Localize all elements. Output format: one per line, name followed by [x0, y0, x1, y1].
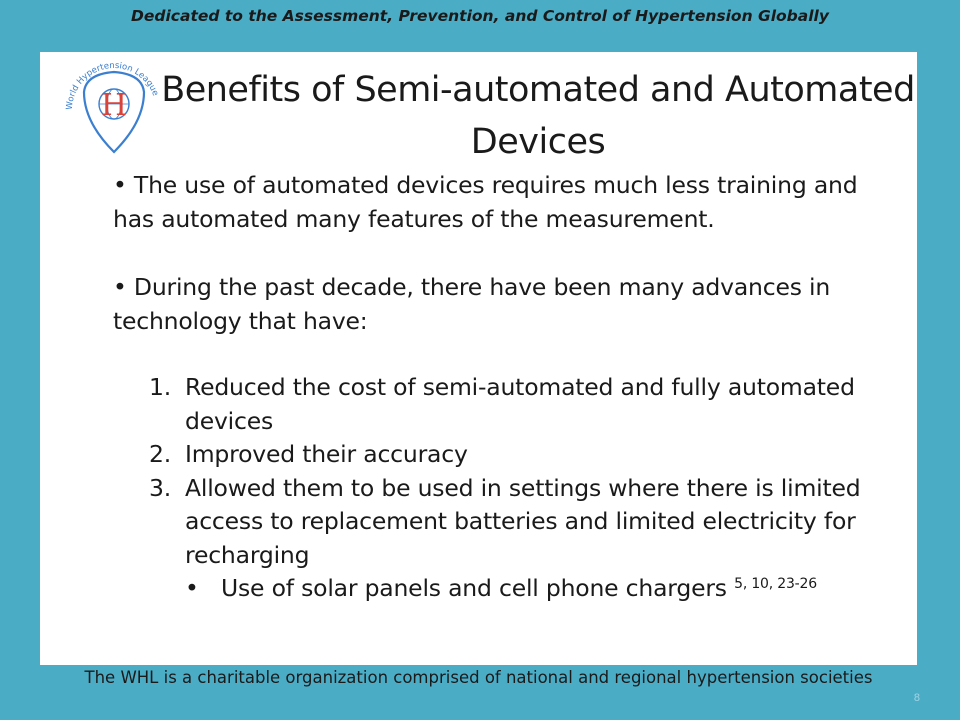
advances-list [149, 371, 869, 606]
list-item [149, 472, 869, 573]
sub-bullet-marker: • [185, 574, 199, 602]
page-number: 8 [913, 692, 920, 704]
bullet-technology-advances: • During the past decade, there have been many advances in technology that have: [113, 273, 831, 335]
list-item-text: Reduced the cost of semi-automated and fully automated devices [185, 373, 855, 435]
whl-logo [60, 52, 168, 160]
list-item-number: 3. [149, 473, 172, 502]
sub-bullet [149, 572, 869, 606]
list-item-text: Improved their accuracy [185, 440, 468, 468]
list-item-number: 2. [149, 440, 172, 468]
slide-title: Benefits of Semi-automated and Automated Devices [161, 70, 915, 162]
bullet-automated-training: • The use of automated devices requires much less training and has automated many features of the measurement. [113, 171, 858, 233]
logo-arc-text: World Hypertension League [64, 60, 161, 111]
logo-letter: H [100, 88, 128, 123]
footer-text: The WHL is a charitable organization comprised of national and regional hypertension societies [84, 668, 873, 687]
header-tagline: Dedicated to the Assessment, Prevention, and Control of Hypertension Globally [131, 7, 829, 25]
list-item-number: 1. [149, 373, 172, 401]
sub-bullet-text-wrap [221, 572, 817, 606]
list-item-text: Allowed them to be used in settings where there is limited access to replacement batteries and limited electricity for recharging [185, 473, 861, 569]
list-item [149, 438, 869, 472]
reference-superscript: 5, 10, 23-26 [734, 576, 817, 592]
sub-bullet-text: Use of solar panels and cell phone chargers [221, 574, 727, 602]
list-item [149, 371, 869, 438]
